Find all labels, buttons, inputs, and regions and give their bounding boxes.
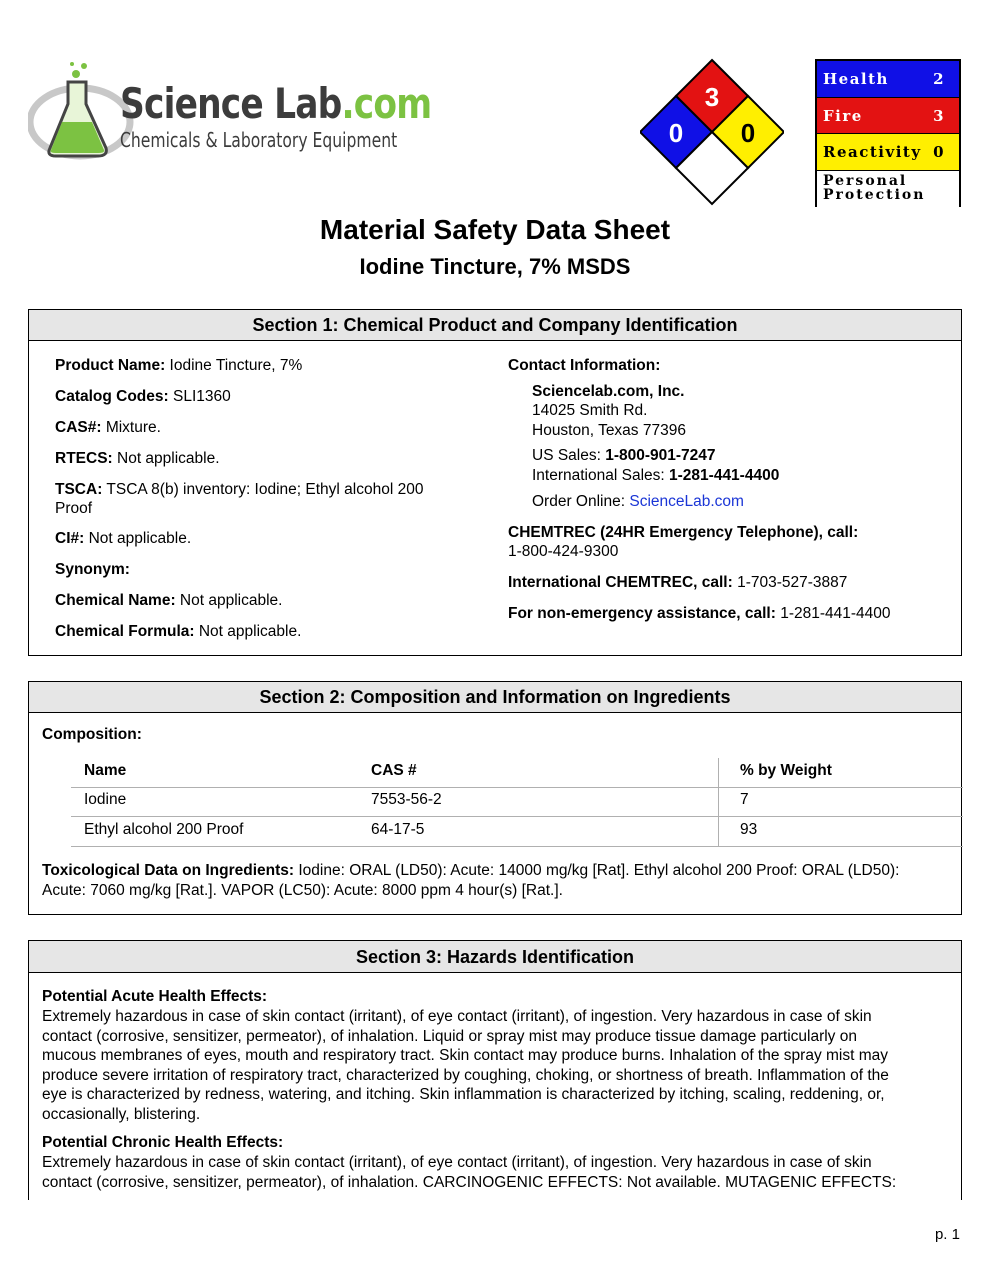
nfpa-fire-value: 3	[704, 82, 720, 112]
table-row-1-weight: 7	[740, 791, 749, 808]
section-2	[28, 681, 962, 915]
table-row-1-name: Iodine	[84, 791, 127, 808]
field-cas: CAS#: Mixture.	[55, 419, 161, 436]
field-product-name: Product Name: Iodine Tincture, 7%	[55, 357, 303, 374]
contact-us-sales: US Sales: 1-800-901-7247	[532, 447, 716, 464]
page-number: p. 1	[934, 1226, 960, 1243]
order-online-link[interactable]: ScienceLab.com	[629, 493, 744, 510]
contact-intl-sales: International Sales: 1-281-441-4400	[532, 467, 780, 484]
non-emergency: For non-emergency assistance, call: 1-281-441-4400	[508, 605, 891, 622]
field-chemical-name: Chemical Name: Not applicable.	[55, 592, 283, 609]
table-row-2-weight: 93	[740, 821, 758, 838]
chronic-effects-label: Potential Chronic Health Effects:	[42, 1134, 284, 1151]
hmis-health-value: 2	[933, 70, 945, 88]
chronic-effects-text: Extremely hazardous in case of skin contact (irritant), of eye contact (irritant), of ingestion. Very hazardous in case of skin contact (corrosive, sensitizer, permeator), of inhalation. CARCINOGENIC EFFECTS: Not available. MUTAGENIC EFFECTS:	[42, 1154, 897, 1191]
section-1	[28, 309, 962, 656]
contact-order-online: Order Online: ScienceLab.com	[532, 493, 744, 510]
field-synonym: Synonym:	[55, 561, 130, 578]
table-divider	[71, 846, 963, 847]
document-subtitle: Iodine Tincture, 7% MSDS	[359, 254, 631, 279]
contact-address1: 14025 Smith Rd.	[532, 402, 648, 419]
chemtrec-phone: 1-800-424-9300	[508, 543, 619, 560]
contact-heading: Contact Information:	[508, 357, 661, 374]
hmis-fire-value: 3	[933, 106, 945, 125]
contact-address2: Houston, Texas 77396	[532, 422, 686, 439]
acute-effects-label: Potential Acute Health Effects:	[42, 988, 268, 1005]
tox-data-line2: Acute: 7060 mg/kg [Rat.]. VAPOR (LC50): Acute: 8000 ppm 4 hour(s) [Rat.].	[42, 882, 563, 899]
table-divider	[71, 787, 963, 788]
acute-effects-text: Extremely hazardous in case of skin contact (irritant), of eye contact (irritant), of ingestion. Very hazardous in case of skin contact (corrosive, sensitizer, permeator), of inhalation. Liquid or spray mist may produce tissue damage particularly on mucous membranes of eyes, mouth and respiratory tract. Skin contact may produce burns. Inhalation of the spray mist may produce severe irritation of respiratory tract, characterized by coughing, choking, or shortness of breath. Inflammation of the eye is characterized by redness, watering, and itching. Skin inflammation is characterized by itching, scaling, reddening, or, occasionally, blistering.	[42, 1008, 889, 1123]
tox-data-line1: Toxicological Data on Ingredients: Iodine: ORAL (LD50): Acute: 14000 mg/kg [Rat]. Ethyl alcohol 200 Proof: ORAL (LD50):	[42, 862, 900, 879]
col-header-weight: % by Weight	[740, 762, 832, 779]
hmis-fire-label: Fire	[823, 106, 863, 125]
intl-chemtrec: International CHEMTREC, call: 1-703-527-3887	[508, 574, 848, 591]
hmis-reactivity-row	[817, 134, 959, 171]
field-tsca: TSCA: TSCA 8(b) inventory: Iodine; Ethyl alcohol 200	[55, 481, 424, 498]
hmis-protection-row	[817, 171, 959, 207]
hmis-protection-line1: Personal	[823, 173, 908, 189]
hmis-reactivity-value: 0	[933, 143, 945, 161]
chemtrec-label: CHEMTREC (24HR Emergency Telephone), call:	[508, 524, 859, 541]
composition-label: Composition:	[42, 726, 142, 743]
table-row-2-name: Ethyl alcohol 200 Proof	[84, 821, 244, 838]
contact-company: Sciencelab.com, Inc.	[532, 383, 685, 400]
section-2-heading: Section 2: Composition and Information on Ingredients	[29, 682, 961, 713]
col-header-name: Name	[84, 762, 127, 779]
document-title: Material Safety Data Sheet	[319, 214, 671, 245]
logo-brand: Science Lab.com	[120, 79, 432, 128]
field-tsca-cont: Proof	[55, 500, 93, 517]
table-divider	[71, 816, 963, 817]
nfpa-health-value: 0	[668, 118, 684, 148]
field-ci: CI#: Not applicable.	[55, 530, 192, 547]
col-header-cas: CAS #	[371, 762, 417, 779]
table-row-2-cas: 64-17-5	[371, 821, 425, 838]
nfpa-reactivity-value: 0	[740, 118, 756, 148]
hmis-fire-row	[817, 98, 959, 134]
table-column-divider	[718, 758, 719, 846]
hmis-label	[815, 59, 961, 207]
field-chemical-formula: Chemical Formula: Not applicable.	[55, 623, 302, 640]
logo-tagline: Chemicals & Laboratory Equipment	[120, 128, 398, 152]
field-catalog-codes: Catalog Codes: SLI1360	[55, 388, 231, 405]
hmis-health-row	[817, 61, 959, 98]
nfpa-diamond	[640, 58, 784, 206]
field-rtecs: RTECS: Not applicable.	[55, 450, 220, 467]
hmis-reactivity-label: Reactivity	[823, 143, 922, 161]
logo-wordmark	[120, 79, 500, 152]
hmis-health-label: Health	[823, 70, 889, 88]
table-row-1-cas: 7553-56-2	[371, 791, 442, 808]
section-1-heading: Section 1: Chemical Product and Company Identification	[29, 310, 961, 341]
section-3-heading: Section 3: Hazards Identification	[29, 941, 961, 973]
hmis-protection-line2: Protection	[823, 187, 926, 203]
